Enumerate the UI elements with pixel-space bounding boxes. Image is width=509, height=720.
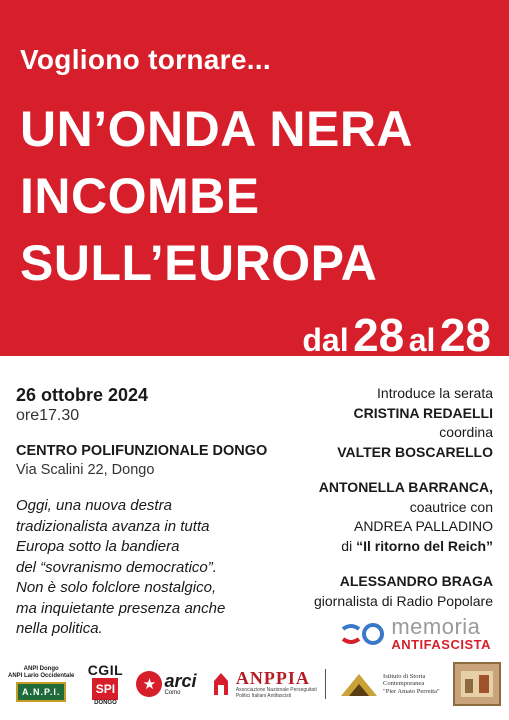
quote-text (16, 496, 278, 640)
speaker-2-name: ALESSANDRO BRAGA (339, 573, 493, 589)
headline-line-3: SULL’EUROPA (20, 235, 378, 291)
cgil-spi-logo (88, 662, 123, 706)
date-dal: dal (302, 322, 349, 358)
headline-line-2: INCOMBE (20, 168, 260, 224)
date-to: 28 (439, 309, 491, 361)
memoria-swoosh-icon (341, 619, 385, 649)
memoria-word: memoria (391, 614, 481, 639)
speaker-1-coauthor: ANDREA PALLADINO (353, 518, 493, 534)
speaker-1-book-line (278, 537, 493, 557)
speaker-1-di: di (341, 537, 353, 554)
anppia-flame-icon (210, 671, 232, 697)
istituto-line-1: Istituto di Storia (383, 672, 426, 680)
event-time: ore17.30 (16, 407, 80, 424)
date-range (302, 309, 491, 361)
event-venue: CENTRO POLIFUNZIONALE DONGO (16, 443, 268, 459)
istituto-line-2: Contemporanea (383, 680, 425, 688)
event-address: Via Scalini 22, Dongo (16, 462, 155, 478)
quote-line: Non è solo folclore nostalgico, (16, 579, 217, 596)
arci-sub: Como (164, 689, 181, 696)
speaker-2-role: giornalista di Radio Popolare (314, 592, 493, 609)
anpi-logo (8, 666, 74, 702)
intro-label: Introduce la serata (377, 385, 493, 401)
museum-logo (453, 662, 501, 706)
sponsor-logos (8, 656, 501, 712)
intro-name: CRISTINA REDAELLI (353, 404, 493, 421)
istituto-storia-logo (339, 670, 440, 698)
cgil-sub: DONGO (94, 700, 117, 706)
istituto-building-icon (339, 670, 379, 698)
headline-line-1: UN’ONDA NERA (20, 101, 414, 157)
anppia-sub-2: Politici Italiani Antifascisti (235, 693, 292, 699)
spi-badge: SPI (92, 678, 118, 700)
coord-label: coordina (439, 424, 493, 440)
arci-text: arci (164, 670, 197, 691)
event-info (16, 384, 278, 640)
speaker-1-book: “Il ritorno del Reich” (356, 537, 493, 554)
quote-line: nella politica. (16, 620, 103, 637)
subtitle: Vogliono tornare... (20, 44, 271, 75)
quote-line: ma inquietante presenza anche (16, 599, 226, 617)
quote-line: Oggi, una nuova destra (16, 497, 172, 514)
speaker-1-name: ANTONELLA BARRANCA, (318, 479, 493, 495)
memoria-antifascista-logo (341, 616, 491, 651)
arci-star-icon: ★ (136, 671, 162, 697)
coord-name: VALTER BOSCARELLO (337, 443, 493, 460)
istituto-line-3: "Pier Amato Perretta" (383, 687, 440, 695)
quote-line: Europa sotto la bandiera (16, 538, 180, 555)
quote-line: tradizionalista avanza in tutta (16, 517, 210, 535)
cgil-text: CGIL (87, 662, 124, 678)
anpi-badge: A.N.P.I. (16, 682, 66, 702)
anppia-sub-1: Associazione Nazionale Perseguitati (235, 687, 317, 693)
anpi-line-2: ANPI Lario Occidentale (8, 673, 75, 679)
anpi-line-1: ANPI Dongo (23, 666, 59, 672)
event-date: 26 ottobre 2024 (16, 385, 149, 405)
speaker-1-role: coautrice con (409, 498, 493, 515)
museum-picture-icon (459, 669, 495, 699)
antifascista-word: ANTIFASCISTA (391, 637, 491, 652)
anppia-logo (210, 669, 326, 699)
quote-line: del “sovranismo democratico”. (16, 558, 217, 576)
arci-logo (136, 671, 196, 697)
headline (20, 96, 413, 297)
date-al: al (408, 322, 436, 358)
anppia-text: ANPPIA (235, 668, 310, 688)
speakers (278, 384, 493, 611)
date-from: 28 (353, 309, 405, 361)
